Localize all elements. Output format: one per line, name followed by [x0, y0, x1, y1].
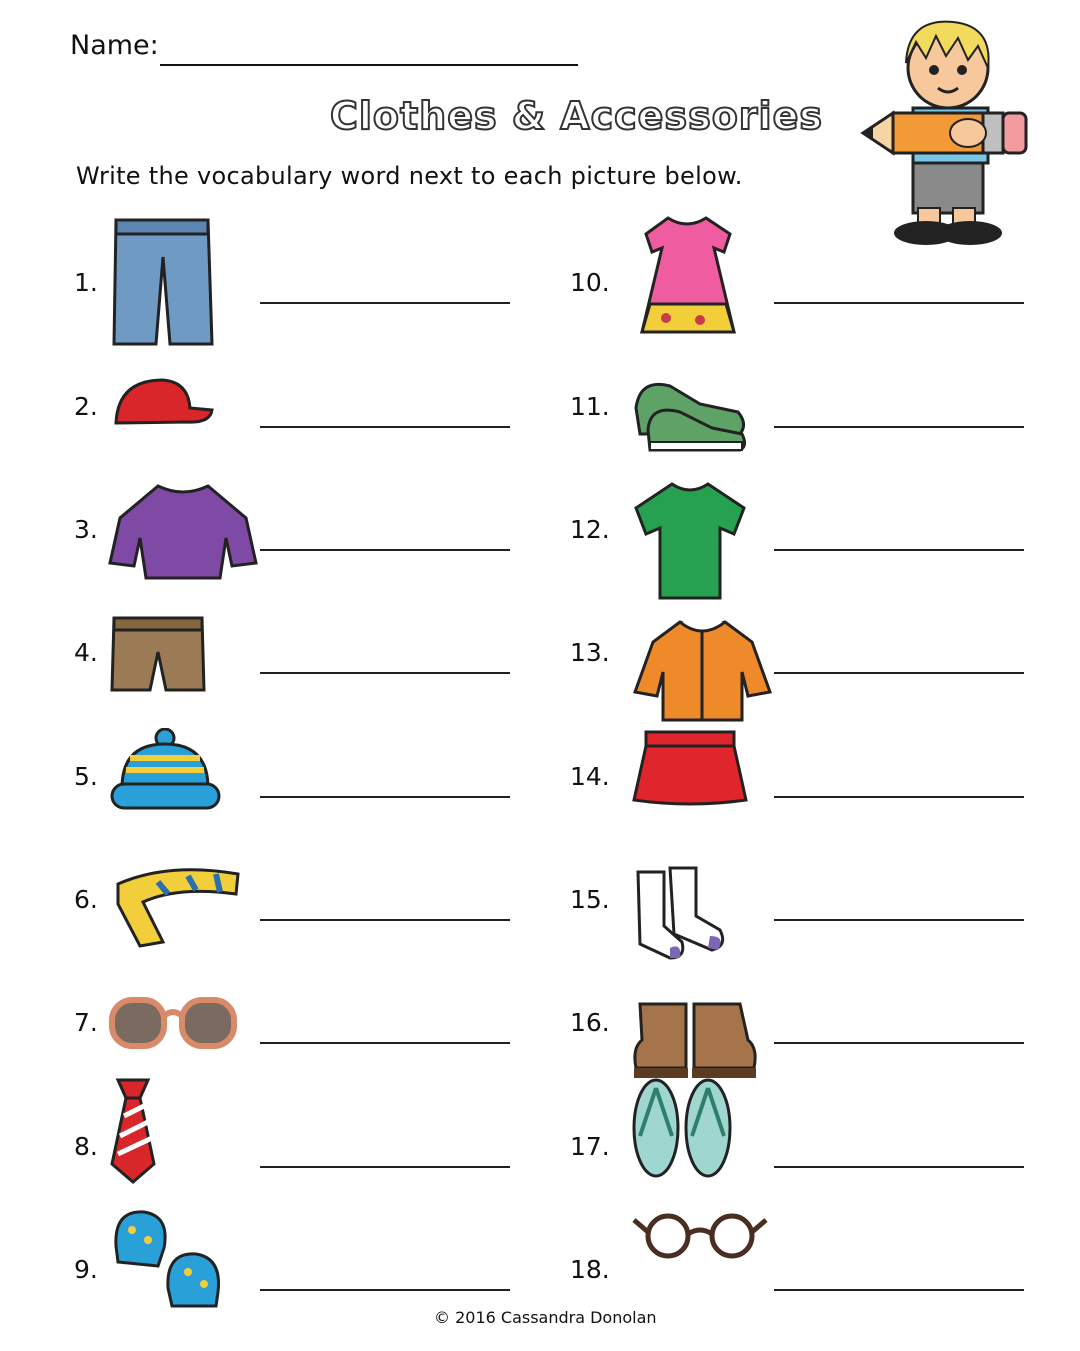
shorts-icon [108, 612, 208, 701]
answer-line[interactable] [774, 1166, 1024, 1168]
item-number: 12. [570, 515, 610, 544]
answer-line[interactable] [260, 302, 510, 304]
page-title: Clothes & Accessories [330, 94, 823, 138]
answer-line[interactable] [260, 549, 510, 551]
item-number: 10. [570, 268, 610, 297]
item-number: 15. [570, 885, 610, 914]
cap-icon [108, 368, 218, 442]
answer-line[interactable] [260, 672, 510, 674]
item-number: 6. [74, 885, 98, 914]
answer-line[interactable] [260, 426, 510, 428]
item-number: 8. [74, 1132, 98, 1161]
answer-line[interactable] [260, 1289, 510, 1291]
item-number: 7. [74, 1008, 98, 1037]
winter-hat-icon [108, 728, 223, 817]
glasses-icon [630, 1206, 770, 1265]
instructions: Write the vocabulary word next to each picture below. [76, 162, 743, 190]
answer-line[interactable] [260, 919, 510, 921]
copyright: © 2016 Cassandra Donolan [434, 1308, 657, 1327]
answer-line[interactable] [774, 1042, 1024, 1044]
boots-icon [630, 996, 760, 1085]
flip-flops-icon [630, 1076, 735, 1185]
item-number: 9. [74, 1255, 98, 1284]
item-number: 17. [570, 1132, 610, 1161]
sneakers-icon [630, 368, 750, 457]
t-shirt-icon [630, 478, 750, 607]
item-number: 1. [74, 268, 98, 297]
socks-icon [630, 864, 735, 968]
name-label: Name: [70, 30, 159, 61]
answer-line[interactable] [260, 1042, 510, 1044]
mittens-icon [108, 1206, 228, 1315]
item-number: 18. [570, 1255, 610, 1284]
skirt-icon [630, 728, 750, 812]
answer-line[interactable] [260, 796, 510, 798]
scarf-icon [108, 864, 243, 958]
sunglasses-icon [108, 996, 238, 1055]
item-number: 3. [74, 515, 98, 544]
answer-line[interactable] [774, 796, 1024, 798]
answer-line[interactable] [774, 549, 1024, 551]
dress-icon [630, 212, 745, 341]
item-number: 14. [570, 762, 610, 791]
item-number: 11. [570, 392, 610, 421]
answer-line[interactable] [260, 1166, 510, 1168]
item-number: 2. [74, 392, 98, 421]
answer-line[interactable] [774, 302, 1024, 304]
answer-line[interactable] [774, 1289, 1024, 1291]
boy-with-pencil-icon [858, 8, 1033, 248]
sweater-icon [108, 478, 258, 592]
tie-icon [108, 1076, 158, 1190]
item-number: 13. [570, 638, 610, 667]
item-number: 5. [74, 762, 98, 791]
item-number: 4. [74, 638, 98, 667]
answer-line[interactable] [774, 672, 1024, 674]
item-number: 16. [570, 1008, 610, 1037]
jeans-icon [108, 212, 218, 356]
name-field[interactable] [160, 64, 578, 66]
answer-line[interactable] [774, 919, 1024, 921]
jacket-icon [630, 612, 775, 731]
answer-line[interactable] [774, 426, 1024, 428]
